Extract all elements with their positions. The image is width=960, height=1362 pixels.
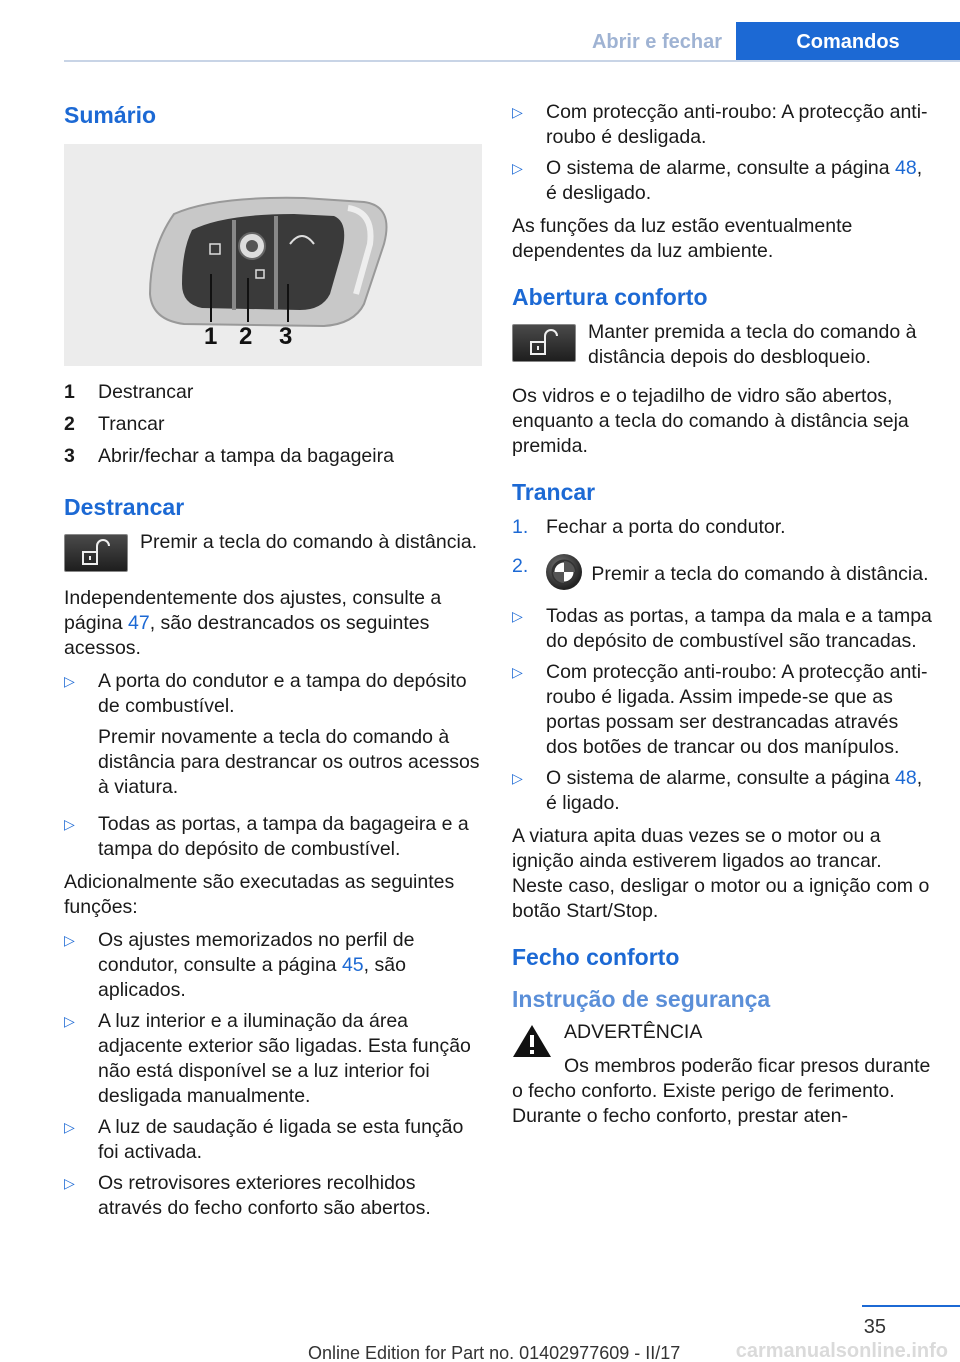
section-tab[interactable]: Abrir e fechar [591, 30, 723, 53]
unlock-key-icon [512, 324, 576, 362]
page-link[interactable]: 47 [127, 612, 150, 634]
unlock-paragraph [64, 586, 482, 661]
key-figure [64, 144, 482, 366]
bullet-subtext: Premir novamente a tecla do comando à distância para destrancar os outros acessos à viatura. [98, 726, 480, 798]
step-number: 1. [512, 516, 529, 538]
legend-text: Trancar [98, 413, 165, 435]
comfort-open-heading: Abertura conforto [512, 284, 708, 310]
unlock-bullets [64, 669, 482, 862]
list-item [64, 1115, 482, 1165]
legend-text: Abrir/fechar a tampa da bagageira [98, 445, 394, 467]
page-link[interactable]: 45 [341, 954, 364, 976]
figure-label-3: 3 [279, 323, 293, 350]
legend-item [64, 376, 482, 408]
legend-item [64, 440, 482, 472]
triangle-bullet-icon: ▷ [512, 664, 523, 680]
continued-bullets [512, 100, 932, 206]
lock-bullets [512, 604, 932, 816]
warning-triangle-icon [512, 1024, 552, 1058]
list-item [512, 156, 932, 206]
safety-heading: Instrução de segurança [512, 986, 771, 1012]
edition-text: Online Edition for Part no. 01402977609 - II/17 [308, 1343, 681, 1362]
page-link[interactable]: 48 [895, 157, 917, 179]
list-item [512, 660, 932, 760]
triangle-bullet-icon: ▷ [512, 160, 523, 176]
comfort-close-heading: Fecho conforto [512, 944, 680, 970]
warning-block [512, 1020, 932, 1058]
remote-key-illustration [64, 144, 482, 366]
active-tab[interactable]: Comandos [736, 22, 960, 62]
step-text [546, 554, 932, 590]
bullet-text: Com protecção anti-roubo: A protecção anti-roubo é desligada. [546, 101, 928, 148]
list-item [64, 812, 482, 862]
triangle-bullet-icon: ▷ [64, 1175, 75, 1191]
bullet-text: A luz interior e a iluminação da área adjacente exterior são ligadas. Esta função não está disponível se a luz interior foi desligada manualmente. [98, 1010, 471, 1107]
text-span: Independentemente dos ajustes, consulte a página [64, 587, 442, 634]
triangle-bullet-icon: ▷ [512, 104, 523, 120]
list-item [512, 766, 932, 816]
text-span: , são aplicados. [98, 954, 406, 1001]
light-paragraph: As funções da luz estão eventualmente dependentes da luz ambiente. [512, 215, 853, 262]
list-item [64, 669, 482, 806]
triangle-bullet-icon: ▷ [64, 1013, 75, 1029]
triangle-bullet-icon: ▷ [512, 770, 523, 786]
text-span: , é desligado. [546, 157, 923, 204]
page-link[interactable]: 48 [895, 767, 917, 789]
figure-label-2: 2 [239, 323, 253, 350]
legend-number: 2 [64, 413, 75, 435]
triangle-bullet-icon: ▷ [64, 816, 75, 832]
triangle-bullet-icon: ▷ [64, 932, 75, 948]
lock-heading: Trancar [512, 479, 596, 505]
bullet-text: A porta do condutor e a tampa do depósito de combustível. [98, 670, 467, 717]
legend-number: 1 [64, 381, 75, 403]
step-item [512, 515, 932, 540]
header-divider [64, 60, 960, 62]
list-item [64, 928, 482, 1003]
unlock-key-text: Premir a tecla do comando à distância. [140, 531, 478, 553]
list-item [512, 100, 932, 150]
bullet-text: Com protecção anti-roubo: A protecção anti-roubo é ligada. Assim impede-se que as portas possam ser destrancadas através dos botões de trancar ou dos manípulos. [546, 661, 928, 758]
footer-divider [862, 1305, 960, 1307]
triangle-bullet-icon: ▷ [64, 1119, 75, 1135]
unlock-heading: Destrancar [64, 494, 185, 520]
comfort-open-key-text: Manter premida a tecla do comando à distância depois do desbloqueio. [588, 321, 917, 368]
bullet-text: Todas as portas, a tampa da bagageira e a tampa do depósito de combustível. [98, 813, 469, 860]
bullet-text: A luz de saudação é ligada se esta função foi activada. [98, 1116, 464, 1163]
unlock-key-icon [64, 534, 128, 572]
bullet-text: Os retrovisores exteriores recolhidos através do fecho conforto são abertos. [98, 1172, 431, 1219]
legend-item [64, 408, 482, 440]
step-item [512, 554, 932, 590]
bullet-text [546, 156, 932, 206]
additional-paragraph: Adicionalmente são executadas as seguintes funções: [64, 871, 455, 918]
text-span: Os ajustes memorizados no perfil de condutor, consulte a página [98, 929, 415, 976]
comfort-open-key-row [512, 320, 932, 370]
warning-label: ADVERTÊNCIA [564, 1021, 703, 1043]
warning-text: Os membros poderão ficar presos durante o fecho conforto. Existe perigo de ferimento. Durante o fecho conforto, prestar aten- [512, 1055, 931, 1127]
lock-steps [512, 515, 932, 590]
list-item [64, 1171, 482, 1221]
bullet-text [546, 766, 932, 816]
bullet-text [98, 928, 482, 1003]
text-span: O sistema de alarme, consulte a página [546, 767, 896, 789]
step-text: Fechar a porta do condutor. [546, 516, 786, 538]
function-bullets [64, 928, 482, 1221]
step-number: 2. [512, 555, 529, 577]
lock-key-icon [546, 554, 582, 590]
text-span: Premir a tecla do comando à distância. [591, 563, 929, 585]
beep-paragraph: A viatura apita duas vezes se o motor ou a ignição ainda estiverem ligados ao trancar. Neste caso, desligar o motor ou a ignição com o botão Start/Stop. [512, 825, 930, 922]
unlock-key-row [64, 530, 482, 572]
comfort-open-paragraph: Os vidros e o tejadilho de vidro são abertos, enquanto a tecla do comando à distância seja premida. [512, 385, 909, 457]
list-item [64, 1009, 482, 1109]
summary-heading: Sumário [64, 102, 157, 128]
right-column [512, 100, 932, 1137]
text-span: , é ligado. [546, 767, 923, 814]
text-span: O sistema de alarme, consulte a página [546, 157, 896, 179]
page-number: 35 [863, 1316, 886, 1338]
legend-number: 3 [64, 445, 75, 467]
left-column [64, 100, 482, 1229]
text-span: , são destrancados os seguintes acessos. [64, 612, 430, 659]
triangle-bullet-icon: ▷ [512, 608, 523, 624]
bullet-text: Todas as portas, a tampa da mala e a tampa do depósito de combustível são trancadas. [546, 605, 932, 652]
figure-legend [64, 376, 482, 472]
figure-label-1: 1 [204, 323, 218, 350]
legend-text: Destrancar [98, 381, 194, 403]
watermark: carmanualsonline.info [735, 1340, 948, 1362]
list-item [512, 604, 932, 654]
triangle-bullet-icon: ▷ [64, 673, 75, 689]
